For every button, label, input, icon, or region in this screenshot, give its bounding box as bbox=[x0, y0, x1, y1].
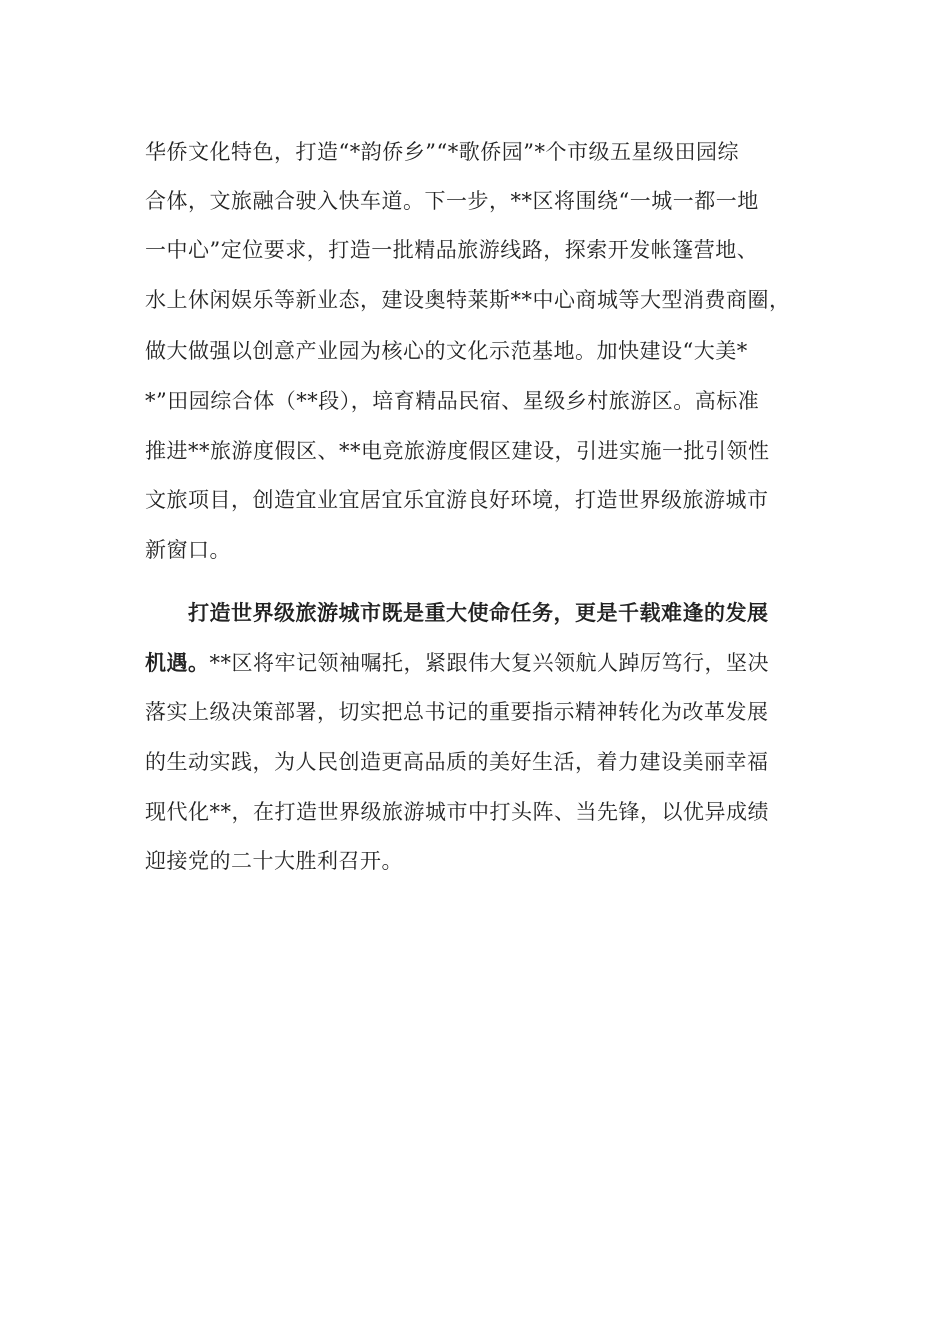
text-line: 文旅项目，创造宜业宜居宜乐宜游良好环境，打造世界级旅游城市 bbox=[145, 488, 769, 512]
text-line: 华侨文化特色，打造“*韵侨乡”“*歌侨园”*个市级五星级田园综 bbox=[145, 140, 739, 164]
text-line: 现代化**，在打造世界级旅游城市中打头阵、当先锋，以优异成绩 bbox=[145, 800, 769, 824]
text-line-rest: **区将牢记领袖嘱托，紧跟伟大复兴领航人踔厉笃行，坚决 bbox=[209, 651, 769, 675]
text-line: 一中心”定位要求，打造一批精品旅游线路，探索开发帐篷营地、 bbox=[145, 238, 759, 262]
text-line: 新窗口。 bbox=[145, 538, 231, 562]
bold-lead-sentence: 打造世界级旅游城市既是重大使命任务，更是千载难逢的发展 bbox=[188, 600, 769, 625]
text-line: 合体，文旅融合驶入快车道。下一步，**区将围绕“一城一都一地 bbox=[145, 189, 759, 213]
text-line: 迎接党的二十大胜利召开。 bbox=[145, 849, 403, 873]
text-line: *”田园综合体（**段），培育精品民宿、星级乡村旅游区。高标准 bbox=[145, 389, 760, 413]
text-line: 做大做强以创意产业园为核心的文化示范基地。加快建设“大美* bbox=[145, 339, 748, 363]
text-line: 水上休闲娱乐等新业态，建设奥特莱斯**中心商城等大型消费商圈， bbox=[145, 288, 791, 312]
text-line bbox=[145, 648, 810, 678]
text-line: 的生动实践，为人民创造更高品质的美好生活，着力建设美丽幸福 bbox=[145, 750, 769, 774]
text-line: 落实上级决策部署，切实把总书记的重要指示精神转化为改革发展 bbox=[145, 700, 769, 724]
bold-lead-end: 机遇。 bbox=[145, 650, 210, 675]
text-line: 推进**旅游度假区、**电竞旅游度假区建设，引进实施一批引领性 bbox=[145, 439, 770, 463]
